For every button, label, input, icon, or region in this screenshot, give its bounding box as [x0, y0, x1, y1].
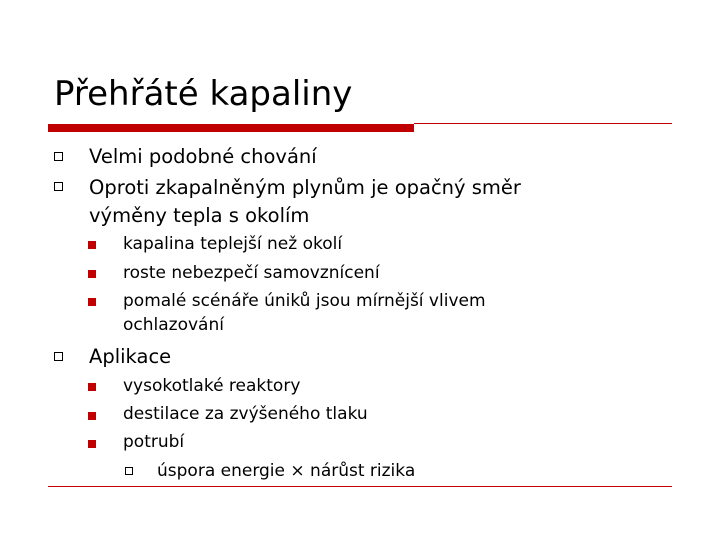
filled-square-bullet-icon: [88, 412, 96, 420]
sub-bullet-text: pomalé scénáře úniků jsou mírnější vlivem: [123, 291, 486, 311]
filled-square-bullet-icon: [88, 440, 96, 448]
bullet-text-continuation: výměny tepla s okolím: [89, 204, 310, 227]
filled-square-bullet-icon: [88, 241, 96, 249]
sub-sub-bullet-text: úspora energie × nárůst rizika: [157, 461, 416, 481]
slide-title: Přehřáté kapaliny: [54, 74, 353, 114]
bottom-rule: [48, 486, 672, 487]
filled-square-bullet-icon: [88, 298, 96, 306]
hollow-square-bullet-icon: [125, 467, 133, 475]
bullet-text: Oproti zkapalněným plynům je opačný směr: [89, 176, 521, 199]
sub-bullet-text: destilace za zvýšeného tlaku: [123, 404, 368, 424]
title-underline-thick: [48, 124, 414, 132]
sub-bullet-text-continuation: ochlazování: [123, 315, 224, 335]
sub-bullet-text: kapalina teplejší než okolí: [123, 234, 343, 254]
title-underline-thin: [414, 123, 672, 124]
bullet-text: Aplikace: [89, 345, 172, 368]
bullet-text: Velmi podobné chování: [89, 145, 317, 168]
hollow-square-bullet-icon: [54, 152, 63, 161]
filled-square-bullet-icon: [88, 270, 96, 278]
sub-bullet-text: vysokotlaké reaktory: [123, 376, 301, 396]
hollow-square-bullet-icon: [54, 182, 63, 191]
sub-bullet-text: roste nebezpečí samovznícení: [123, 263, 380, 283]
hollow-square-bullet-icon: [54, 352, 63, 361]
filled-square-bullet-icon: [88, 383, 96, 391]
sub-bullet-text: potrubí: [123, 432, 185, 452]
